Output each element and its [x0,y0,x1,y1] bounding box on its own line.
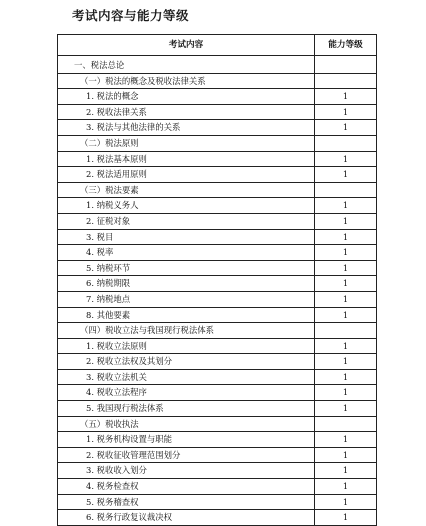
row-content: 一、税法总论 [58,56,315,74]
table-row [58,151,377,167]
page-title: 考试内容与能力等级 [72,8,190,23]
row-content: 1. 税法基本原则 [58,151,315,167]
row-level: 1 [315,432,377,448]
row-content: 1. 纳税义务人 [58,198,315,214]
table-row [58,276,377,292]
row-content: （三）税法要素 [58,182,315,198]
table-row [58,198,377,214]
header-level: 能力等级 [315,35,377,56]
row-level: 1 [315,510,377,526]
table-row [58,229,377,245]
row-content: 1. 税收立法原则 [58,338,315,354]
row-content: （一）税法的概念及税收法律关系 [58,73,315,89]
row-level [315,416,377,432]
table-row [58,447,377,463]
row-content: 1. 税务机构设置与职能 [58,432,315,448]
row-content: 8. 其他要素 [58,307,315,323]
table-row [58,463,377,479]
row-content: 2. 税法适用原则 [58,167,315,183]
row-level: 1 [315,120,377,136]
table-row [58,369,377,385]
row-level: 1 [315,354,377,370]
row-content: 3. 税收立法机关 [58,369,315,385]
row-level: 1 [315,213,377,229]
table-row [58,510,377,526]
row-content: （四）税收立法与我国现行税法体系 [58,323,315,339]
row-content: 6. 税务行政复议裁决权 [58,510,315,526]
row-level [315,182,377,198]
row-level: 1 [315,401,377,417]
row-content: 1. 税法的概念 [58,89,315,105]
table-row [58,307,377,323]
table-header-row [58,35,377,56]
table-row [58,432,377,448]
row-level: 1 [315,385,377,401]
row-level: 1 [315,260,377,276]
row-level: 1 [315,494,377,510]
row-level: 1 [315,167,377,183]
row-content: 2. 征税对象 [58,213,315,229]
row-content: 4. 税收立法程序 [58,385,315,401]
row-content: 3. 税法与其他法律的关系 [58,120,315,136]
row-level: 1 [315,307,377,323]
table-row [58,479,377,495]
exam-content-table [57,34,377,526]
table-row [58,401,377,417]
header-content: 考试内容 [58,35,315,56]
table-row [58,354,377,370]
row-content: 2. 税收法律关系 [58,104,315,120]
table-row [58,260,377,276]
row-content: 3. 税目 [58,229,315,245]
table-body [58,56,377,526]
table-row [58,89,377,105]
row-level: 1 [315,198,377,214]
row-content: 4. 税务检查权 [58,479,315,495]
table-row [58,167,377,183]
table-row [58,245,377,261]
table-row [58,120,377,136]
row-level: 1 [315,291,377,307]
row-level [315,73,377,89]
row-content: 6. 纳税期限 [58,276,315,292]
row-content: 5. 税务稽查权 [58,494,315,510]
row-level: 1 [315,338,377,354]
table-row [58,291,377,307]
row-content: 7. 纳税地点 [58,291,315,307]
row-content: （二）税法原则 [58,135,315,151]
table-row [58,213,377,229]
row-level: 1 [315,447,377,463]
table-row [58,73,377,89]
row-level [315,135,377,151]
row-level [315,56,377,74]
row-content: 5. 纳税环节 [58,260,315,276]
table-row [58,135,377,151]
row-level: 1 [315,479,377,495]
row-level: 1 [315,229,377,245]
row-content: 5. 我国现行税法体系 [58,401,315,417]
table-row [58,56,377,74]
table-row [58,323,377,339]
row-level: 1 [315,276,377,292]
row-level: 1 [315,369,377,385]
table-row [58,338,377,354]
row-content: （五）税收执法 [58,416,315,432]
row-level: 1 [315,245,377,261]
table-row [58,182,377,198]
row-content: 3. 税收收入划分 [58,463,315,479]
table-row [58,385,377,401]
table-row [58,104,377,120]
row-level [315,323,377,339]
row-content: 4. 税率 [58,245,315,261]
table-row [58,416,377,432]
row-level: 1 [315,89,377,105]
row-content: 2. 税收立法权及其划分 [58,354,315,370]
row-level: 1 [315,104,377,120]
row-level: 1 [315,151,377,167]
row-level: 1 [315,463,377,479]
row-content: 2. 税收征收管理范围划分 [58,447,315,463]
table-row [58,494,377,510]
